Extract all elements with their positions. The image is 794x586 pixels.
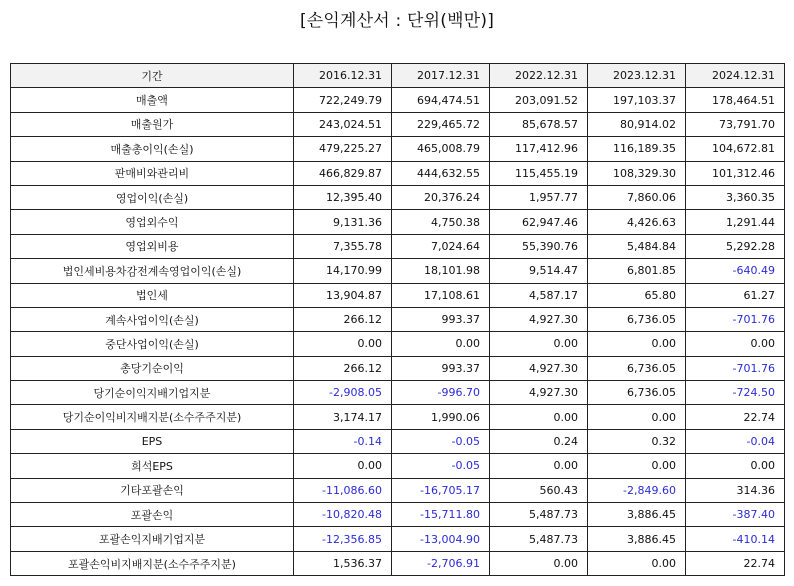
value-cell: 722,249.79 bbox=[294, 88, 392, 112]
header-period: 2023.12.31 bbox=[588, 64, 686, 88]
value-cell: 117,412.96 bbox=[490, 137, 588, 161]
value-cell: 22.74 bbox=[686, 551, 785, 575]
header-period-label: 기간 bbox=[11, 64, 294, 88]
value-cell: -0.14 bbox=[294, 429, 392, 453]
value-cell: 14,170.99 bbox=[294, 259, 392, 283]
value-cell: -2,908.05 bbox=[294, 381, 392, 405]
value-cell: 3,174.17 bbox=[294, 405, 392, 429]
table-row bbox=[11, 478, 785, 502]
value-cell: 104,672.81 bbox=[686, 137, 785, 161]
row-label: 판매비와관리비 bbox=[11, 161, 294, 185]
row-label: 포괄손익비지배지분(소수주주지분) bbox=[11, 551, 294, 575]
table-row bbox=[11, 503, 785, 527]
value-cell: 4,750.38 bbox=[392, 210, 490, 234]
row-label: 영업외수익 bbox=[11, 210, 294, 234]
value-cell: 4,587.17 bbox=[490, 283, 588, 307]
value-cell: 6,801.85 bbox=[588, 259, 686, 283]
row-label: 희석EPS bbox=[11, 454, 294, 478]
value-cell: 466,829.87 bbox=[294, 161, 392, 185]
table-row bbox=[11, 185, 785, 209]
value-cell: 1,990.06 bbox=[392, 405, 490, 429]
value-cell: 0.24 bbox=[490, 429, 588, 453]
value-cell: 9,131.36 bbox=[294, 210, 392, 234]
header-period: 2022.12.31 bbox=[490, 64, 588, 88]
value-cell: -387.40 bbox=[686, 503, 785, 527]
value-cell: 0.00 bbox=[490, 454, 588, 478]
value-cell: 5,487.73 bbox=[490, 503, 588, 527]
value-cell: 0.00 bbox=[588, 332, 686, 356]
row-label: 매출총이익(손실) bbox=[11, 137, 294, 161]
value-cell: 22.74 bbox=[686, 405, 785, 429]
row-label: 법인세 bbox=[11, 283, 294, 307]
value-cell: 5,484.84 bbox=[588, 234, 686, 258]
value-cell: 0.00 bbox=[294, 332, 392, 356]
value-cell: -724.50 bbox=[686, 381, 785, 405]
value-cell: 116,189.35 bbox=[588, 137, 686, 161]
table-row bbox=[11, 307, 785, 331]
table-row bbox=[11, 381, 785, 405]
table-row bbox=[11, 332, 785, 356]
row-label: 법인세비용차감전계속영업이익(손실) bbox=[11, 259, 294, 283]
header-period: 2017.12.31 bbox=[392, 64, 490, 88]
value-cell: 0.00 bbox=[490, 405, 588, 429]
value-cell: 17,108.61 bbox=[392, 283, 490, 307]
table-row bbox=[11, 454, 785, 478]
value-cell: 61.27 bbox=[686, 283, 785, 307]
row-label: 기타포괄손익 bbox=[11, 478, 294, 502]
row-label: 매출원가 bbox=[11, 112, 294, 136]
value-cell: -2,849.60 bbox=[588, 478, 686, 502]
value-cell: -640.49 bbox=[686, 259, 785, 283]
table-row bbox=[11, 259, 785, 283]
table-row bbox=[11, 283, 785, 307]
value-cell: 993.37 bbox=[392, 307, 490, 331]
row-label: 영업이익(손실) bbox=[11, 185, 294, 209]
value-cell: 0.32 bbox=[588, 429, 686, 453]
value-cell: 1,291.44 bbox=[686, 210, 785, 234]
value-cell: 314.36 bbox=[686, 478, 785, 502]
value-cell: 197,103.37 bbox=[588, 88, 686, 112]
value-cell: 5,487.73 bbox=[490, 527, 588, 551]
value-cell: 73,791.70 bbox=[686, 112, 785, 136]
row-label: EPS bbox=[11, 429, 294, 453]
value-cell: 9,514.47 bbox=[490, 259, 588, 283]
value-cell: 7,860.06 bbox=[588, 185, 686, 209]
table-row bbox=[11, 551, 785, 575]
value-cell: 80,914.02 bbox=[588, 112, 686, 136]
row-label: 총당기순이익 bbox=[11, 356, 294, 380]
value-cell: 62,947.46 bbox=[490, 210, 588, 234]
value-cell: 0.00 bbox=[294, 454, 392, 478]
table-row bbox=[11, 429, 785, 453]
table-row bbox=[11, 527, 785, 551]
value-cell: 0.00 bbox=[588, 551, 686, 575]
value-cell: -0.05 bbox=[392, 454, 490, 478]
value-cell: 115,455.19 bbox=[490, 161, 588, 185]
header-period: 2024.12.31 bbox=[686, 64, 785, 88]
table-row bbox=[11, 88, 785, 112]
value-cell: 479,225.27 bbox=[294, 137, 392, 161]
row-label: 영업외비용 bbox=[11, 234, 294, 258]
value-cell: 0.00 bbox=[490, 332, 588, 356]
row-label: 당기순이익비지배지분(소수주주지분) bbox=[11, 405, 294, 429]
value-cell: 108,329.30 bbox=[588, 161, 686, 185]
value-cell: 6,736.05 bbox=[588, 307, 686, 331]
value-cell: 55,390.76 bbox=[490, 234, 588, 258]
value-cell: 18,101.98 bbox=[392, 259, 490, 283]
value-cell: 4,426.63 bbox=[588, 210, 686, 234]
value-cell: 266.12 bbox=[294, 356, 392, 380]
income-statement-table bbox=[10, 63, 785, 576]
value-cell: -15,711.80 bbox=[392, 503, 490, 527]
value-cell: 993.37 bbox=[392, 356, 490, 380]
value-cell: 4,927.30 bbox=[490, 307, 588, 331]
value-cell: 178,464.51 bbox=[686, 88, 785, 112]
value-cell: 7,355.78 bbox=[294, 234, 392, 258]
value-cell: 20,376.24 bbox=[392, 185, 490, 209]
value-cell: -16,705.17 bbox=[392, 478, 490, 502]
value-cell: -701.76 bbox=[686, 356, 785, 380]
value-cell: -996.70 bbox=[392, 381, 490, 405]
header-period: 2016.12.31 bbox=[294, 64, 392, 88]
value-cell: -410.14 bbox=[686, 527, 785, 551]
table-header-row bbox=[11, 64, 785, 88]
value-cell: 85,678.57 bbox=[490, 112, 588, 136]
value-cell: 6,736.05 bbox=[588, 356, 686, 380]
value-cell: 6,736.05 bbox=[588, 381, 686, 405]
value-cell: 12,395.40 bbox=[294, 185, 392, 209]
value-cell: 0.00 bbox=[588, 405, 686, 429]
value-cell: 0.00 bbox=[392, 332, 490, 356]
row-label: 당기순이익지배기업지분 bbox=[11, 381, 294, 405]
value-cell: 65.80 bbox=[588, 283, 686, 307]
value-cell: 0.00 bbox=[686, 454, 785, 478]
row-label: 포괄손익지배기업지분 bbox=[11, 527, 294, 551]
value-cell: 1,957.77 bbox=[490, 185, 588, 209]
value-cell: 694,474.51 bbox=[392, 88, 490, 112]
value-cell: 444,632.55 bbox=[392, 161, 490, 185]
table-row bbox=[11, 234, 785, 258]
table-row bbox=[11, 210, 785, 234]
table-row bbox=[11, 137, 785, 161]
value-cell: 0.00 bbox=[490, 551, 588, 575]
value-cell: -0.04 bbox=[686, 429, 785, 453]
value-cell: 4,927.30 bbox=[490, 381, 588, 405]
value-cell: -13,004.90 bbox=[392, 527, 490, 551]
value-cell: 266.12 bbox=[294, 307, 392, 331]
row-label: 포괄손익 bbox=[11, 503, 294, 527]
row-label: 계속사업이익(손실) bbox=[11, 307, 294, 331]
value-cell: 229,465.72 bbox=[392, 112, 490, 136]
value-cell: 3,886.45 bbox=[588, 503, 686, 527]
value-cell: -10,820.48 bbox=[294, 503, 392, 527]
table-row bbox=[11, 112, 785, 136]
value-cell: -0.05 bbox=[392, 429, 490, 453]
value-cell: -12,356.85 bbox=[294, 527, 392, 551]
value-cell: 1,536.37 bbox=[294, 551, 392, 575]
value-cell: 5,292.28 bbox=[686, 234, 785, 258]
value-cell: 0.00 bbox=[588, 454, 686, 478]
value-cell: 7,024.64 bbox=[392, 234, 490, 258]
value-cell: 3,886.45 bbox=[588, 527, 686, 551]
value-cell: 465,008.79 bbox=[392, 137, 490, 161]
value-cell: -11,086.60 bbox=[294, 478, 392, 502]
table-row bbox=[11, 356, 785, 380]
value-cell: 203,091.52 bbox=[490, 88, 588, 112]
value-cell: 101,312.46 bbox=[686, 161, 785, 185]
row-label: 중단사업이익(손실) bbox=[11, 332, 294, 356]
value-cell: 243,024.51 bbox=[294, 112, 392, 136]
value-cell: 560.43 bbox=[490, 478, 588, 502]
value-cell: -2,706.91 bbox=[392, 551, 490, 575]
table-row bbox=[11, 161, 785, 185]
value-cell: -701.76 bbox=[686, 307, 785, 331]
value-cell: 0.00 bbox=[686, 332, 785, 356]
page-title: [손익계산서 : 단위(백만)] bbox=[299, 11, 495, 31]
value-cell: 4,927.30 bbox=[490, 356, 588, 380]
table-row bbox=[11, 405, 785, 429]
row-label: 매출액 bbox=[11, 88, 294, 112]
value-cell: 3,360.35 bbox=[686, 185, 785, 209]
value-cell: 13,904.87 bbox=[294, 283, 392, 307]
